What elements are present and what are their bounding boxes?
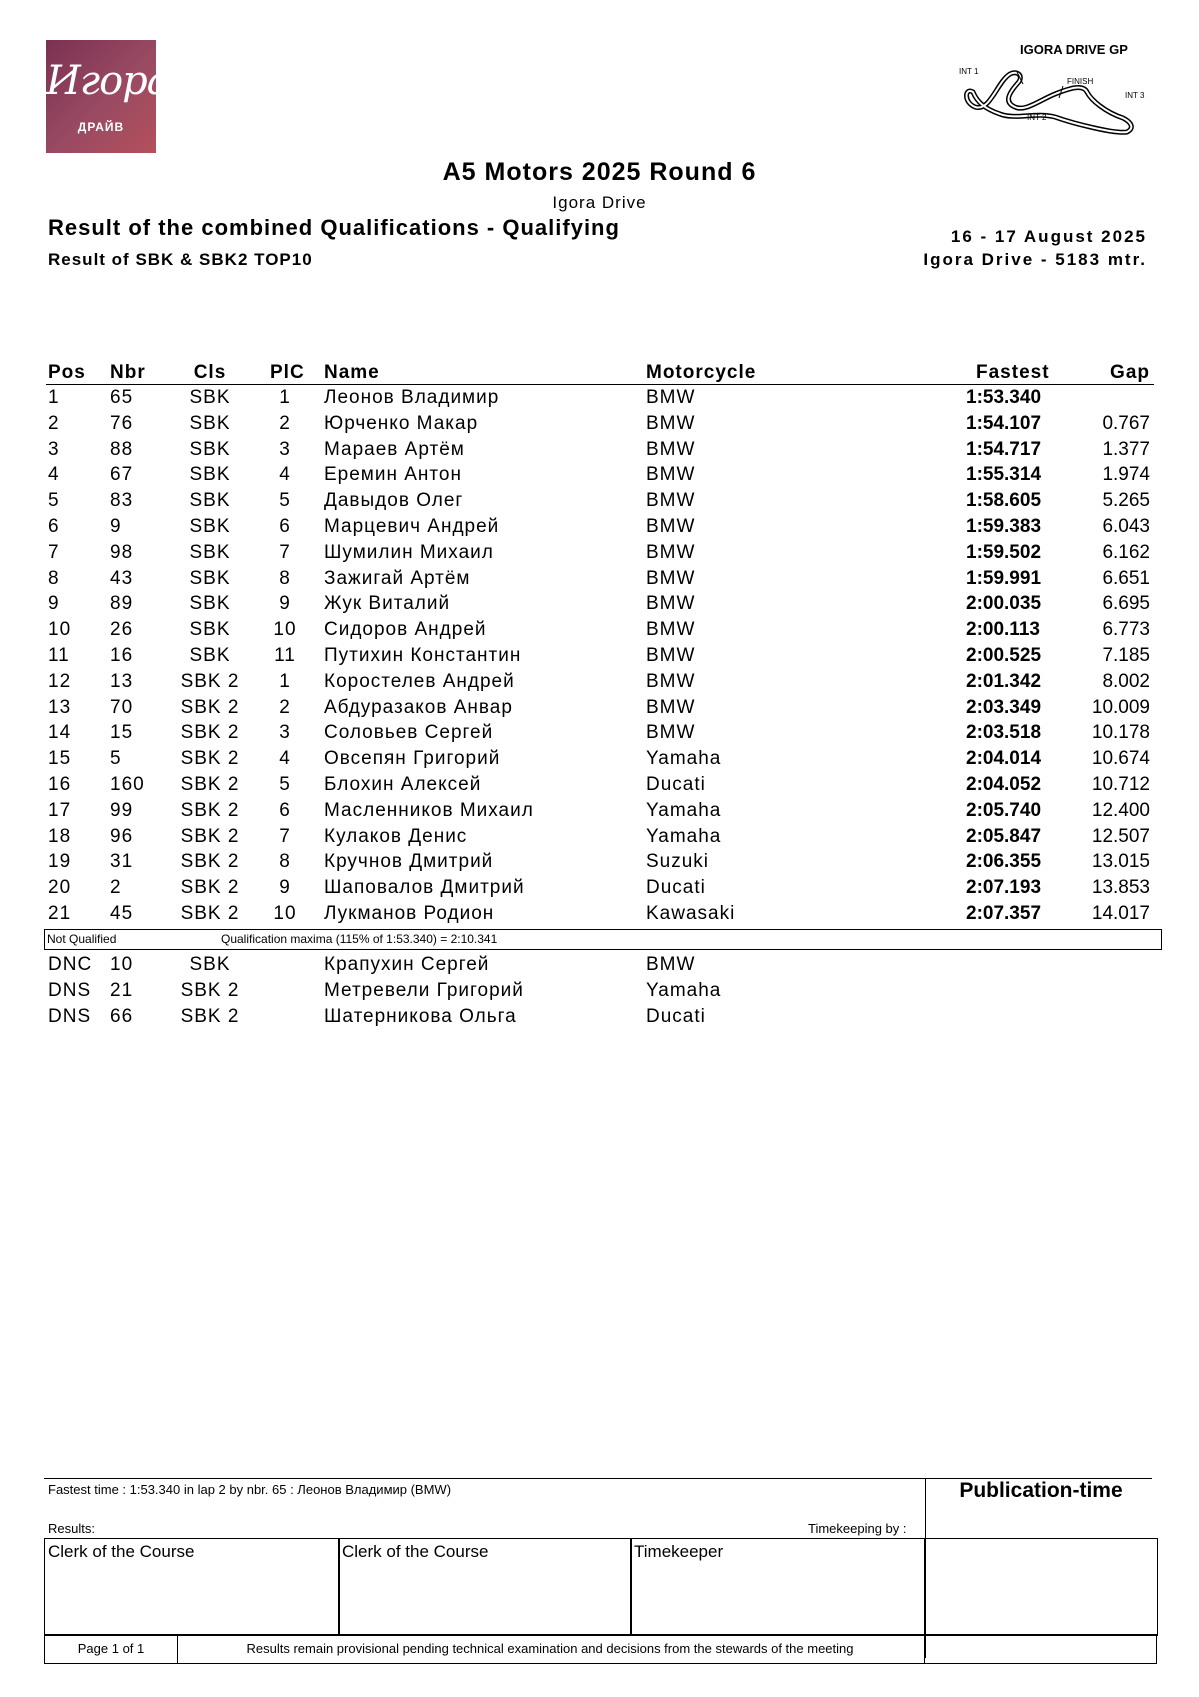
cell-gap: 6.043 — [1102, 515, 1150, 537]
table-row — [46, 953, 1154, 979]
cell-name: Шатерникова Ольга — [324, 1005, 517, 1027]
col-motorcycle: Motorcycle — [646, 362, 757, 383]
col-nbr: Nbr — [110, 362, 146, 383]
track-distance: Igora Drive - 5183 mtr. — [923, 250, 1147, 269]
cell-name: Зажигай Артём — [324, 567, 471, 589]
timekeeping-label: Timekeeping by : — [808, 1521, 907, 1536]
cell-nbr: 10 — [110, 954, 134, 975]
cell-nbr: 160 — [110, 773, 145, 795]
col-fastest: Fastest — [976, 362, 1050, 383]
table-row — [46, 850, 1154, 876]
table-row — [46, 825, 1154, 851]
track-label-finish: FINISH — [1067, 77, 1094, 86]
cell-motorcycle: Yamaha — [646, 979, 722, 1001]
cell-nbr: 21 — [110, 979, 134, 1001]
cell-gap: 12.400 — [1091, 799, 1150, 821]
not-qualified-label: Not Qualified — [47, 932, 117, 946]
cell-gap: 1.377 — [1102, 438, 1150, 460]
publication-time: Publication-time — [959, 1479, 1123, 1502]
results-table-header — [46, 362, 1154, 385]
cell-nbr: 2 — [110, 877, 122, 899]
cell-name: Овсепян Григорий — [324, 748, 501, 770]
cell-nbr: 65 — [110, 387, 134, 408]
cell-name: Абдуразаков Анвар — [324, 696, 513, 718]
cell-cls: SBK — [189, 954, 231, 975]
cell-cls: SBK 2 — [180, 799, 240, 821]
cell-gap: 13.853 — [1091, 877, 1150, 899]
cell-nbr: 16 — [110, 644, 134, 666]
cell-nbr: 66 — [110, 1005, 134, 1027]
qualification-maxima: Qualification maxima (115% of 1:53.340) = 2:10.341 — [221, 932, 498, 946]
cell-fastest: 1:53.340 — [966, 387, 1042, 408]
table-row — [46, 515, 1154, 541]
cell-cls: SBK — [189, 593, 231, 615]
cell-plc: 2 — [279, 412, 291, 434]
cell-pos: 8 — [48, 567, 60, 589]
cell-nbr: 89 — [110, 593, 134, 615]
cell-motorcycle: BMW — [646, 515, 696, 537]
cell-plc: 7 — [279, 541, 291, 563]
event-title: A5 Motors 2025 Round 6 — [442, 158, 757, 186]
cell-gap: 0.767 — [1102, 412, 1150, 434]
logo-script: Игора — [46, 58, 170, 104]
col-pos: Pos — [48, 362, 86, 383]
cell-plc: 10 — [273, 902, 297, 924]
cell-cls: SBK — [189, 490, 231, 512]
cell-fastest: 1:59.502 — [966, 541, 1042, 563]
track-title: IGORA DRIVE GP — [1020, 42, 1128, 57]
table-row — [46, 541, 1154, 567]
cell-cls: SBK — [189, 412, 231, 434]
cell-fastest: 1:59.991 — [966, 567, 1042, 589]
table-row — [46, 1005, 1154, 1031]
session-subtitle: Result of SBK & SBK2 TOP10 — [48, 250, 313, 269]
cell-plc: 6 — [279, 799, 291, 821]
cell-pos: 13 — [48, 696, 72, 718]
cell-name: Путихин Константин — [324, 644, 522, 666]
cell-gap: 10.009 — [1091, 696, 1150, 718]
disclaimer: Results remain provisional pending technical examination and decisions from the stewards of the meeting — [176, 1634, 925, 1664]
cell-name: Соловьев Сергей — [324, 722, 494, 744]
cell-name: Юрченко Макар — [324, 412, 479, 434]
cell-plc: 4 — [279, 464, 291, 486]
cell-cls: SBK — [189, 387, 231, 408]
table-row — [46, 438, 1154, 464]
cell-gap: 10.178 — [1091, 722, 1150, 744]
cell-nbr: 43 — [110, 567, 134, 589]
cell-nbr: 5 — [110, 748, 122, 770]
cell-cls: SBK 2 — [180, 696, 240, 718]
cell-pos: 3 — [48, 438, 60, 460]
cell-pos: 2 — [48, 412, 60, 434]
cell-motorcycle: Yamaha — [646, 799, 722, 821]
page-number: Page 1 of 1 — [44, 1634, 178, 1664]
session-title: Result of the combined Qualifications - Qualifying — [48, 215, 620, 240]
cell-pos: 5 — [48, 490, 60, 512]
cell-gap: 6.773 — [1102, 619, 1150, 641]
cell-motorcycle: Ducati — [646, 1005, 706, 1027]
table-row — [46, 696, 1154, 722]
cell-fastest: 1:55.314 — [966, 464, 1042, 486]
table-row — [46, 618, 1154, 644]
cell-gap: 5.265 — [1102, 490, 1150, 512]
cell-cls: SBK 2 — [180, 748, 240, 770]
cell-plc: 8 — [279, 851, 291, 873]
fastest-time-note: Fastest time : 1:53.340 in lap 2 by nbr. 65 : Леонов Владимир (BMW) — [48, 1482, 452, 1497]
table-row — [46, 902, 1154, 928]
venue: Igora Drive — [552, 193, 647, 212]
table-row — [46, 670, 1154, 696]
track-label-int1: INT 1 — [959, 67, 979, 76]
table-row — [46, 386, 1154, 412]
cell-fastest: 2:07.193 — [966, 877, 1042, 899]
cell-nbr: 70 — [110, 696, 134, 718]
cell-name: Крапухин Сергей — [324, 954, 490, 975]
cell-motorcycle: BMW — [646, 387, 696, 408]
cell-cls: SBK — [189, 438, 231, 460]
cell-cls: SBK 2 — [180, 902, 240, 924]
not-qualified-bar — [44, 929, 1162, 950]
cell-name: Масленников Михаил — [324, 799, 534, 821]
cell-fastest: 2:03.349 — [966, 696, 1042, 718]
cell-motorcycle: BMW — [646, 670, 696, 692]
cell-pos: 7 — [48, 541, 60, 563]
col-name: Name — [324, 362, 380, 383]
cell-gap: 10.674 — [1091, 748, 1150, 770]
table-row — [46, 721, 1154, 747]
cell-fastest: 2:00.035 — [966, 593, 1042, 615]
cell-name: Жук Виталий — [324, 593, 451, 615]
cell-pos: 12 — [48, 670, 72, 692]
cell-cls: SBK 2 — [180, 1005, 240, 1027]
table-row — [46, 747, 1154, 773]
cell-fastest: 2:03.518 — [966, 722, 1042, 744]
cell-pos: 18 — [48, 825, 72, 847]
cell-pos: 16 — [48, 773, 72, 795]
cell-motorcycle: BMW — [646, 490, 696, 512]
signature-box-clerk-2 — [338, 1538, 632, 1636]
cell-plc: 3 — [279, 722, 291, 744]
cell-name: Лукманов Родион — [324, 902, 495, 924]
cell-gap: 12.507 — [1091, 825, 1150, 847]
cell-motorcycle: BMW — [646, 412, 696, 434]
cell-plc: 5 — [279, 773, 291, 795]
results-table — [46, 386, 1154, 928]
not-qualified-table — [46, 953, 1154, 1030]
cell-cls: SBK 2 — [180, 877, 240, 899]
table-row — [46, 592, 1154, 618]
cell-cls: SBK 2 — [180, 773, 240, 795]
cell-motorcycle: BMW — [646, 644, 696, 666]
cell-motorcycle: Yamaha — [646, 748, 722, 770]
cell-pos: 4 — [48, 464, 60, 486]
cell-fastest: 2:06.355 — [966, 851, 1042, 873]
cell-plc: 3 — [279, 438, 291, 460]
cell-pos: 6 — [48, 515, 60, 537]
cell-plc: 9 — [279, 877, 291, 899]
table-row — [46, 876, 1154, 902]
cell-pos: 20 — [48, 877, 72, 899]
cell-gap: 1.974 — [1102, 464, 1150, 486]
cell-motorcycle: BMW — [646, 696, 696, 718]
cell-name: Шумилин Михаил — [324, 541, 494, 563]
cell-motorcycle: BMW — [646, 541, 696, 563]
cell-plc: 2 — [279, 696, 291, 718]
cell-name: Метревели Григорий — [324, 979, 524, 1001]
cell-motorcycle: Kawasaki — [646, 902, 736, 924]
table-row — [46, 567, 1154, 593]
cell-cls: SBK 2 — [180, 851, 240, 873]
cell-fastest: 2:00.525 — [966, 644, 1042, 666]
cell-status: DNS — [48, 979, 92, 1001]
cell-cls: SBK 2 — [180, 670, 240, 692]
cell-pos: 21 — [48, 902, 72, 924]
table-row — [46, 799, 1154, 825]
results-label: Results: — [48, 1521, 95, 1536]
cell-pos: 11 — [48, 644, 70, 666]
event-date: 16 - 17 August 2025 — [950, 227, 1147, 246]
signature-label: Timekeeper — [634, 1542, 724, 1561]
cell-motorcycle: BMW — [646, 954, 696, 975]
cell-pos: 15 — [48, 748, 72, 770]
cell-cls: SBK 2 — [180, 825, 240, 847]
signature-box-clerk-1 — [44, 1538, 340, 1636]
cell-name: Давыдов Олег — [324, 490, 464, 512]
cell-gap: 14.017 — [1091, 902, 1150, 924]
cell-name: Кручнов Дмитрий — [324, 851, 494, 873]
cell-plc: 10 — [273, 619, 297, 641]
cell-nbr: 88 — [110, 438, 134, 460]
signature-label: Clerk of the Course — [48, 1542, 195, 1561]
cell-nbr: 15 — [110, 722, 134, 744]
cell-motorcycle: BMW — [646, 619, 696, 641]
cell-nbr: 45 — [110, 902, 134, 924]
cell-plc: 8 — [279, 567, 291, 589]
cell-nbr: 67 — [110, 464, 134, 486]
signature-box-timekeeper — [630, 1538, 926, 1636]
cell-fastest: 2:05.847 — [966, 825, 1042, 847]
cell-nbr: 31 — [110, 851, 134, 873]
signature-label: Clerk of the Course — [342, 1542, 489, 1561]
cell-plc: 6 — [279, 515, 291, 537]
cell-motorcycle: BMW — [646, 593, 696, 615]
cell-motorcycle: BMW — [646, 722, 696, 744]
col-plc: PlC — [270, 362, 305, 383]
cell-pos: 10 — [48, 619, 72, 641]
cell-fastest: 1:59.383 — [966, 515, 1042, 537]
cell-gap: 6.695 — [1102, 593, 1150, 615]
cell-pos: 14 — [48, 722, 72, 744]
cell-nbr: 76 — [110, 412, 134, 434]
logo-subtitle: ДРАЙВ — [77, 120, 125, 134]
cell-gap: 10.712 — [1091, 773, 1150, 795]
cell-plc: 4 — [279, 748, 291, 770]
cell-gap: 13.015 — [1091, 851, 1150, 873]
table-row — [46, 773, 1154, 799]
cell-motorcycle: Ducati — [646, 877, 706, 899]
cell-cls: SBK 2 — [180, 979, 240, 1001]
cell-plc: 7 — [279, 825, 291, 847]
cell-fastest: 2:04.052 — [966, 773, 1042, 795]
cell-name: Леонов Владимир — [324, 387, 500, 408]
cell-pos: 19 — [48, 851, 72, 873]
table-row — [46, 644, 1154, 670]
cell-fastest: 2:07.357 — [966, 902, 1042, 924]
cell-fastest: 1:54.107 — [966, 412, 1042, 434]
cell-name: Еремин Антон — [324, 464, 462, 486]
cell-nbr: 99 — [110, 799, 134, 821]
cell-nbr: 26 — [110, 619, 134, 641]
cell-motorcycle: Ducati — [646, 773, 706, 795]
cell-cls: SBK — [189, 567, 231, 589]
cell-name: Коростелев Андрей — [324, 670, 515, 692]
col-gap: Gap — [1110, 362, 1150, 383]
cell-fastest: 2:00.113 — [966, 619, 1040, 641]
cell-plc: 1 — [279, 387, 291, 408]
cell-cls: SBK 2 — [180, 722, 240, 744]
cell-name: Шаповалов Дмитрий — [324, 877, 525, 899]
cell-fastest: 2:01.342 — [966, 670, 1042, 692]
cell-motorcycle: Suzuki — [646, 851, 710, 873]
table-row — [46, 489, 1154, 515]
cell-name: Блохин Алексей — [324, 773, 482, 795]
cell-nbr: 13 — [110, 670, 134, 692]
cell-nbr: 9 — [110, 515, 122, 537]
cell-nbr: 83 — [110, 490, 134, 512]
cell-nbr: 96 — [110, 825, 134, 847]
cell-name: Марцевич Андрей — [324, 515, 500, 537]
cell-motorcycle: BMW — [646, 567, 696, 589]
cell-name: Мараев Артём — [324, 438, 465, 460]
col-cls: Cls — [193, 362, 227, 383]
igora-drive-logo — [46, 40, 170, 153]
cell-plc: 1 — [279, 670, 291, 692]
cell-plc: 9 — [279, 593, 291, 615]
cell-name: Кулаков Денис — [324, 825, 468, 847]
track-label-int2: INT 2 — [1027, 113, 1047, 122]
cell-gap: 7.185 — [1102, 644, 1150, 666]
cell-cls: SBK — [189, 619, 231, 641]
publication-box-bottom — [924, 1634, 1157, 1664]
cell-status: DNC — [48, 954, 93, 975]
track-label-int3: INT 3 — [1125, 91, 1145, 100]
cell-cls: SBK — [189, 464, 231, 486]
cell-cls: SBK — [189, 644, 231, 666]
table-row — [46, 463, 1154, 489]
cell-name: Сидоров Андрей — [324, 619, 487, 641]
cell-cls: SBK — [189, 515, 231, 537]
cell-gap: 6.162 — [1102, 541, 1150, 563]
cell-fastest: 1:58.605 — [966, 490, 1042, 512]
cell-fastest: 2:04.014 — [966, 748, 1042, 770]
cell-motorcycle: BMW — [646, 464, 696, 486]
track-map-icon — [955, 62, 1155, 142]
cell-pos: 17 — [48, 799, 72, 821]
cell-motorcycle: BMW — [646, 438, 696, 460]
cell-plc: 11 — [274, 644, 296, 666]
cell-pos: 9 — [48, 593, 60, 615]
cell-nbr: 98 — [110, 541, 134, 563]
cell-pos: 1 — [48, 387, 60, 408]
table-row — [46, 412, 1154, 438]
cell-status: DNS — [48, 1005, 92, 1027]
cell-gap: 8.002 — [1102, 670, 1150, 692]
cell-gap: 6.651 — [1102, 567, 1150, 589]
table-row — [46, 979, 1154, 1005]
cell-plc: 5 — [279, 490, 291, 512]
cell-motorcycle: Yamaha — [646, 825, 722, 847]
cell-fastest: 1:54.717 — [966, 438, 1042, 460]
signature-box-publication — [924, 1538, 1158, 1636]
cell-fastest: 2:05.740 — [966, 799, 1042, 821]
cell-cls: SBK — [189, 541, 231, 563]
